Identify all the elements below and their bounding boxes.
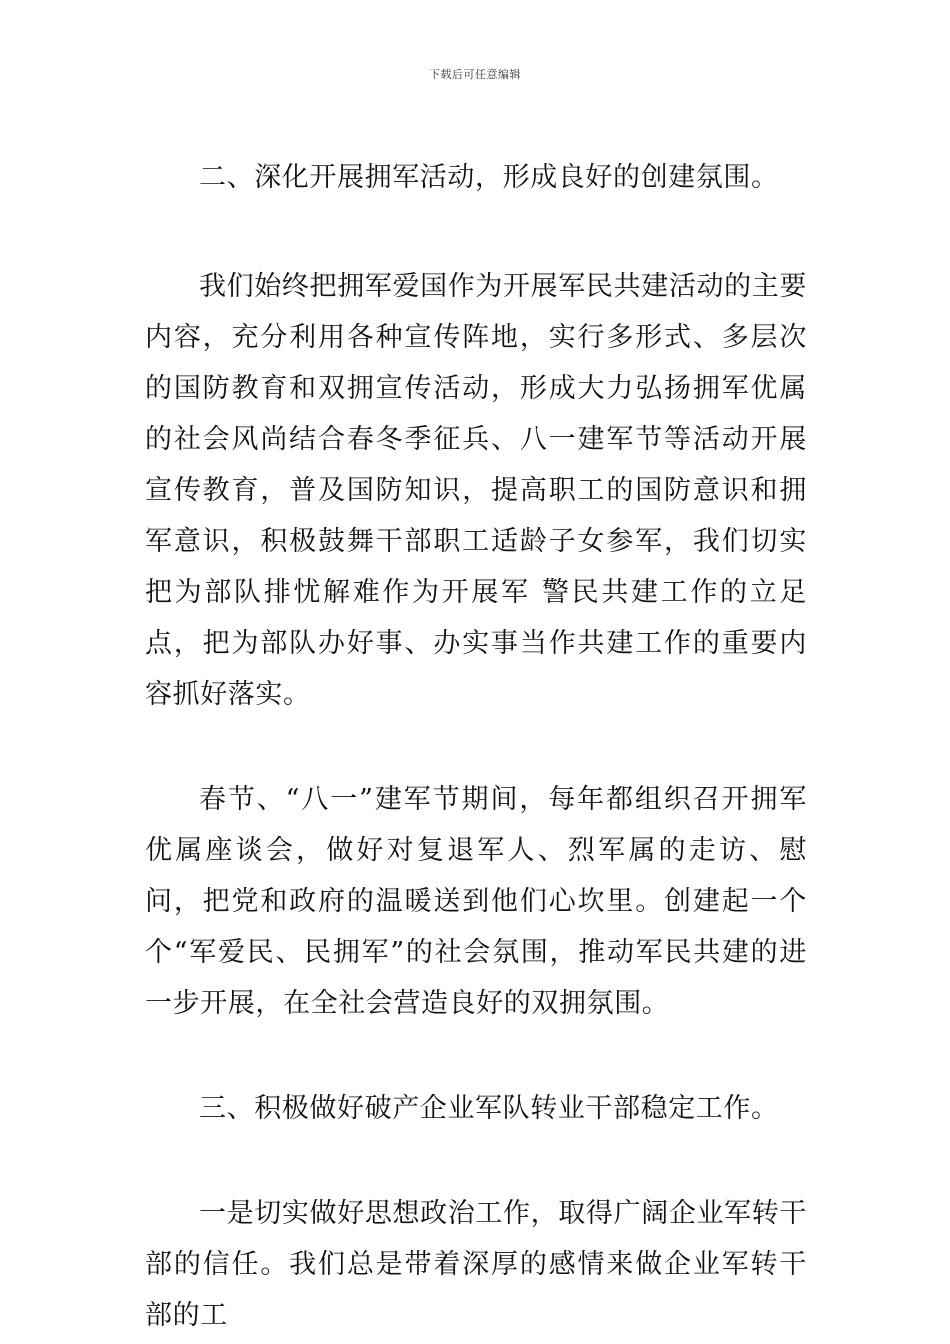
document-body bbox=[145, 152, 807, 1341]
section-heading-3: 三、积极做好破产企业军队转业干部稳定工作。 bbox=[199, 1093, 779, 1124]
paragraph-1: 我们始终把拥军爱国作为开展军民共建活动的主要内容，充分利用各种宣传阵地，实行多形式、多层次的国防教育和双拥宣传活动，形成大力弘扬拥军优属的社会风尚结合春冬季征兵、八一建军节等活动开展宣传教育，普及国防知识，提高职工的国防意识和拥军意识，积极鼓舞干部职工适龄子女参军，我们切实把为部队排忧解难作为开展军 警民共建工作的立足点，把为部队办好事、办实事当作共建工作的重要内容抓好落实。 bbox=[145, 271, 807, 710]
section-heading-2: 二、深化开展拥军活动，形成良好的创建氛围。 bbox=[199, 162, 779, 193]
paragraph-3: 一是切实做好思想政治工作，取得广阔企业军转干部的信任。我们总是带着深厚的感情来做企业军转干部的工 bbox=[145, 1198, 807, 1331]
paragraph-2: 春节、“八一”建军节期间，每年都组织召开拥军优属座谈会，做好对复退军人、烈军属的走访、慰问，把党和政府的温暖送到他们心坎里。创建起一个个“军爱民、民拥军”的社会氛围，推动军民共建的进一步开展，在全社会营造良好的双拥氛围。 bbox=[145, 784, 807, 1019]
header-note: 下载后可任意编辑 bbox=[429, 68, 521, 81]
